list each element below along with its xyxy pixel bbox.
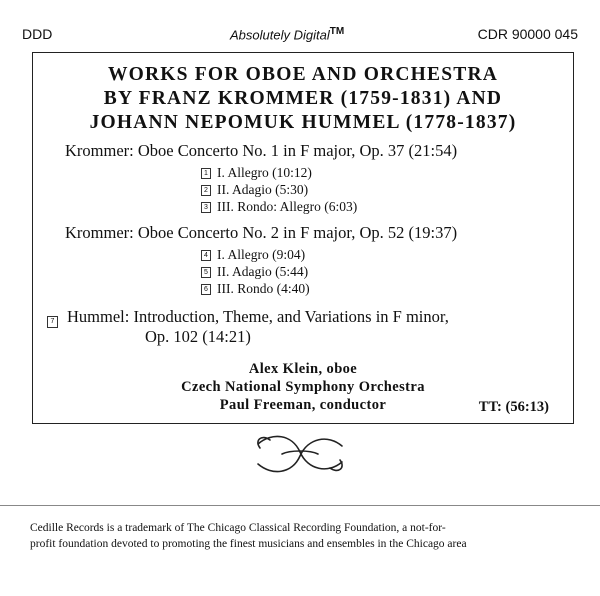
hummel-title-line-2: Op. 102 (14:21): [145, 327, 251, 346]
hummel-work: [67, 307, 449, 347]
track-row: [201, 247, 305, 263]
track-label: I. Allegro (9:04): [217, 247, 306, 262]
ddd-code: DDD: [22, 26, 53, 42]
absolutely-digital-logo: [230, 26, 344, 42]
track-number-box: 7: [47, 316, 58, 328]
track-row: [201, 182, 308, 198]
track-number-box: 3: [201, 202, 211, 213]
heading-line-3: JOHANN NEPOMUK HUMMEL (1778-1837): [89, 112, 517, 133]
track-number-box: 6: [201, 284, 211, 295]
absolutely-digital-text: Absolutely Digital: [230, 27, 330, 43]
footer-note: [30, 520, 578, 552]
flourish-ornament-icon: [252, 430, 348, 478]
footer-line-1: Cedille Records is a trademark of The Chicago Classical Recording Foundation, a not-for-: [30, 522, 446, 534]
orchestra-credit: Czech National Symphony Orchestra: [181, 379, 425, 395]
track-row: [201, 281, 310, 297]
track-number-box: 5: [201, 267, 211, 278]
track-row: [201, 199, 357, 215]
track-label: III. Rondo (4:40): [217, 281, 310, 296]
program-heading: [33, 63, 573, 135]
hummel-track-number: [47, 310, 64, 328]
track-row: [201, 165, 312, 181]
conductor-credit: Paul Freeman, conductor: [219, 397, 387, 413]
catalog-number: CDR 90000 045: [477, 26, 578, 42]
track-number-box: 4: [201, 250, 211, 261]
track-row: [201, 264, 308, 280]
heading-line-1: WORKS FOR OBOE AND ORCHESTRA: [107, 64, 499, 85]
hummel-title-line-1: Hummel: Introduction, Theme, and Variations in F minor,: [67, 307, 449, 326]
track-label: II. Adagio (5:44): [217, 264, 309, 279]
program-box: [32, 52, 574, 424]
work-title-concerto-1: Krommer: Oboe Concerto No. 1 in F major, Op. 37 (21:54): [65, 141, 458, 160]
track-number-box: 1: [201, 168, 211, 179]
top-bar: [0, 26, 600, 46]
footer-line-2: profit foundation devoted to promoting the finest musicians and ensembles in the Chicago area: [30, 538, 467, 550]
soloist-credit: Alex Klein, oboe: [248, 361, 358, 377]
track-label: I. Allegro (10:12): [217, 165, 312, 180]
track-number-box: 2: [201, 185, 211, 196]
heading-line-2: BY FRANZ KROMMER (1759-1831) AND: [103, 88, 503, 109]
track-label: III. Rondo: Allegro (6:03): [217, 199, 358, 214]
trademark-mark: TM: [329, 26, 345, 37]
footer-divider: [0, 505, 600, 506]
total-time: TT: (56:13): [478, 399, 549, 415]
track-label: II. Adagio (5:30): [217, 182, 309, 197]
work-title-concerto-2: Krommer: Oboe Concerto No. 2 in F major, Op. 52 (19:37): [65, 223, 458, 242]
